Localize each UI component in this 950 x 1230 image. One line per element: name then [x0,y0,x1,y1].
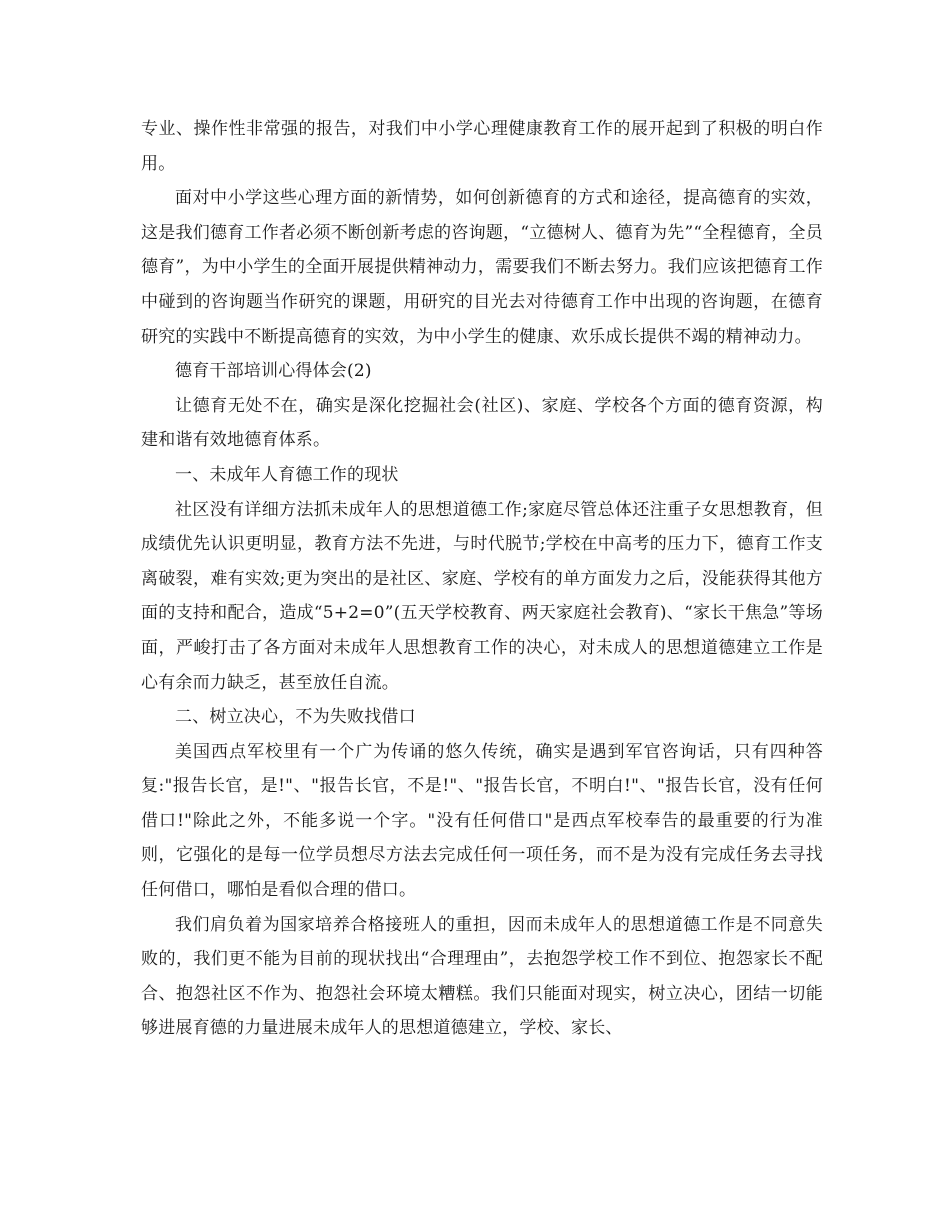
document-body [141,112,823,1046]
section-title: 德育干部培训心得体会(2) [175,361,372,382]
paragraph-2: 面对中小学这些心理方面的新情势，如何创新德育的方式和途径，提高德育的实效，这是我们德育工作者必须不断创新考虑的咨询题，“立德树人、德育为先”“全程德育，全员德育”，为中小学生的全面开展提供精神动力，需要我们不断去努力。我们应该把德育工作中碰到的咨询题当作研究的课题，用研究的目光去对待德育工作中出现的咨询题，在德育研究的实践中不断提高德育的实效，为中小学生的健康、欢乐成长提供不竭的精神动力。 [141,188,823,347]
paragraph-4: 社区没有详细方法抓未成年人的思想道德工作;家庭尽管总体还注重子女思想教育，但成绩优先认识更明显，教育方法不先进，与时代脱节;学校在中高考的压力下，德育工作支离破裂，难有实效;更为突出的是社区、家庭、学校有的单方面发力之后，没能获得其他方面的支持和配合，造成“5+2=0”(五天学校教育、两天家庭社会教育)、“家长干焦急”等场面，严峻打击了各方面对未成年人思想教育工作的决心，对未成人的思想道德建立工作是心有余而力缺乏，甚至放任自流。 [141,499,823,693]
paragraph-6: 我们肩负着为国家培养合格接班人的重担，因而未成年人的思想道德工作是不同意失败的，我们更不能为目前的现状找出“合理理由”，去抱怨学校工作不到位、抱怨家长不配合、抱怨社区不作为、抱怨社会环境太糟糕。我们只能面对现实，树立决心，团结一切能够进展育德的力量进展未成年人的思想道德建立，学校、家长、 [141,914,823,1039]
heading-2: 二、树立决心，不为失败找借口 [175,707,416,728]
paragraph-3: 让德育无处不在，确实是深化挖掘社会(社区)、家庭、学校各个方面的德育资源，构建和谐有效地德育体系。 [141,395,823,451]
paragraph-1: 专业、操作性非常强的报告，对我们中小学心理健康教育工作的展开起到了积极的明白作用。 [141,119,823,174]
paragraph-5: 美国西点军校里有一个广为传诵的悠久传统，确实是遇到军官咨询话，只有四种答复:"报告长官，是!"、"报告长官，不是!"、"报告长官，不明白!"、"报告长官，没有任何借口!"除此之外，不能多说一个字。"没有任何借口"是西点军校奉告的最重要的行为准则，它强化的是每一位学员想尽方法去完成任何一项任务，而不是为没有完成任务去寻找任何借口，哪怕是看似合理的借口。 [141,741,823,901]
heading-1: 一、未成年人育德工作的现状 [175,464,399,485]
